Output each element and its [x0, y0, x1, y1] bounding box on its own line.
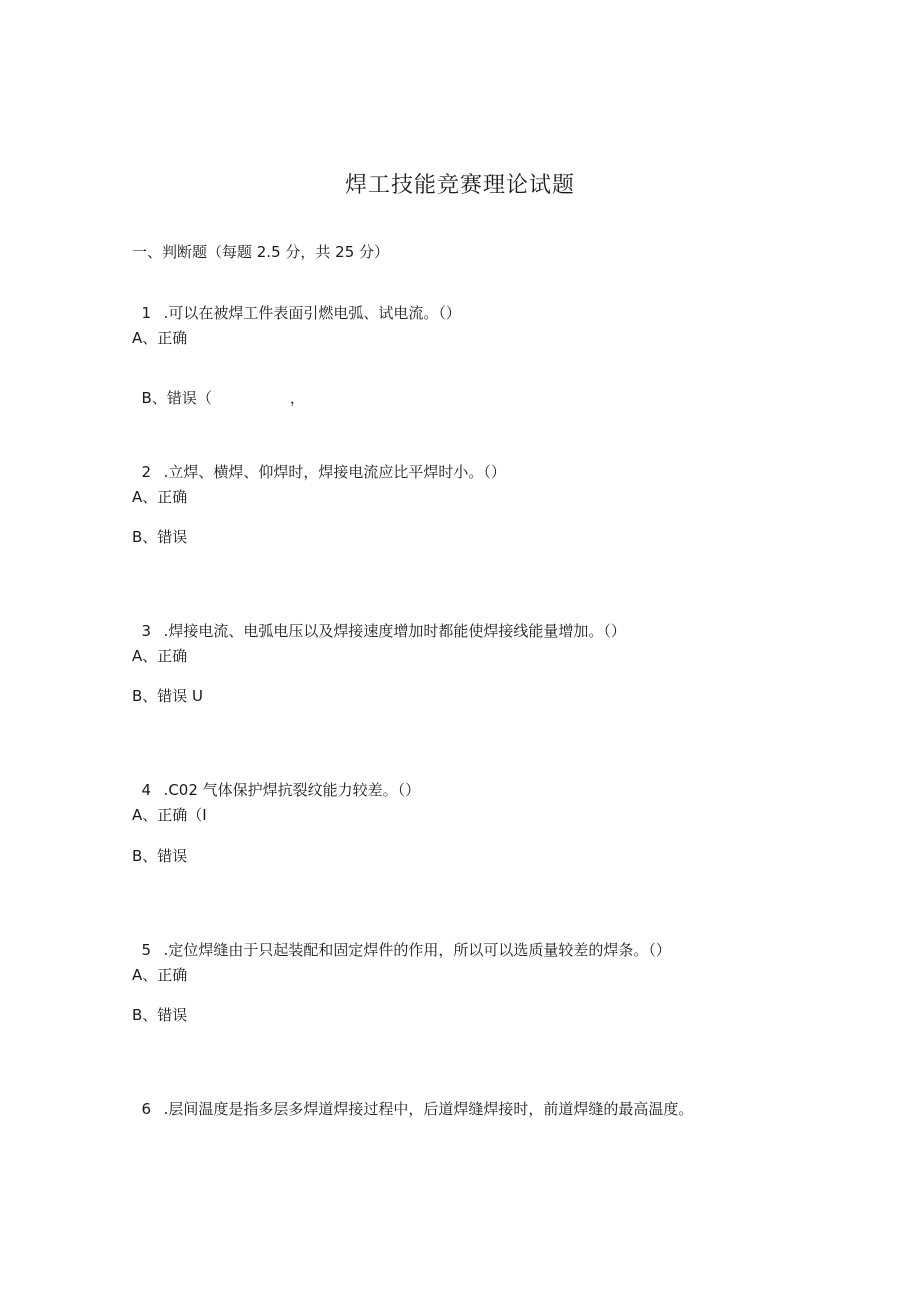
- option-text: B、错误（: [141, 389, 212, 407]
- question-number: 2: [141, 463, 152, 481]
- question-text: .焊接电流、电弧电压以及焊接速度增加时都能使焊接线能量增加。（）: [163, 622, 626, 640]
- question-2-option-a: A、正确: [132, 488, 188, 506]
- question-2-option-b: B、错误: [132, 528, 188, 546]
- section-heading: 一、判断题（每题 2.5 分，共 25 分）: [132, 243, 390, 261]
- question-number: 6: [141, 1100, 152, 1118]
- question-number: 3: [141, 622, 152, 640]
- question-3-option-a: A、正确: [132, 647, 188, 665]
- question-4-option-b: B、错误: [132, 847, 188, 865]
- question-5-option-b: B、错误: [132, 1006, 188, 1024]
- question-6: [132, 1079, 693, 1119]
- question-4: [132, 760, 420, 800]
- question-5: [132, 920, 671, 960]
- question-text: .C02 气体保护焊抗裂纹能力较差。（）: [163, 781, 421, 799]
- page-title: 焊工技能竞赛理论试题: [344, 173, 575, 198]
- option-mark: ，: [289, 389, 305, 407]
- question-text: .层间温度是指多层多焊道焊接过程中，后道焊缝焊接时，前道焊缝的最高温度。: [163, 1100, 694, 1118]
- question-3: [132, 601, 626, 641]
- question-2: [132, 442, 506, 482]
- question-text: .立焊、横焊、仰焊时，焊接电流应比平焊时小。（）: [163, 463, 506, 481]
- question-4-option-a: A、正确（I: [132, 806, 207, 824]
- question-1: [132, 283, 461, 323]
- question-text: .定位焊缝由于只起装配和固定焊件的作用，所以可以选质量较差的焊条。（）: [163, 941, 671, 959]
- question-number: 5: [141, 941, 152, 959]
- question-text: .可以在被焊工件表面引燃电弧、试电流。（）: [163, 304, 461, 322]
- question-1-option-a: A、正确: [132, 329, 188, 347]
- question-5-option-a: A、正确: [132, 966, 188, 984]
- question-number: 1: [141, 304, 152, 322]
- question-number: 4: [141, 781, 152, 799]
- question-1-option-b: [132, 368, 305, 408]
- question-3-option-b: B、错误 U: [132, 687, 204, 705]
